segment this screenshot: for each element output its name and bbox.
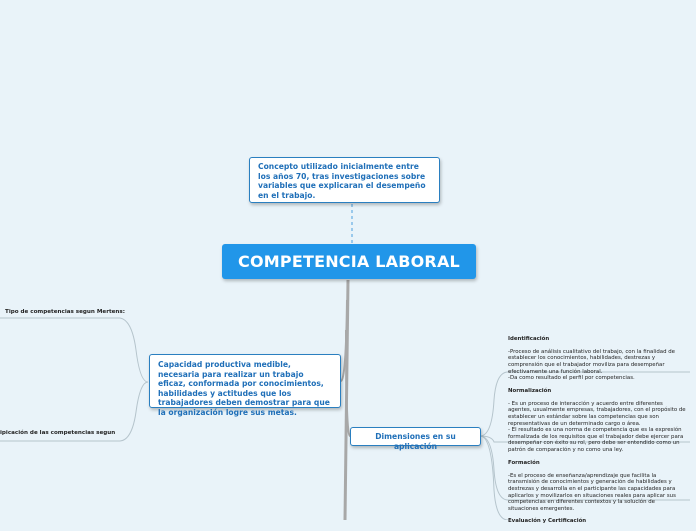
formacion-body: -Es el proceso de enseñanza/aprendizaje que facilita la transmisión de conocimientos y generación de habilidades y destrezas y desarrolla en el participante las capacidades para aplicarlos y movilizarlos en situaciones reales para aplicar sus competencias en diferentes contextos y la solución de situaciones emergentes.: [508, 472, 676, 512]
evaluacion-item[interactable]: [508, 511, 686, 531]
capacidad-node[interactable]: [149, 354, 341, 417]
connector-evaluacion: [480, 436, 508, 520]
dimensiones-text: Dimensiones en su aplicación: [375, 432, 456, 451]
normalizacion-title: Normalización: [508, 387, 552, 394]
tipo-competencias-label: Tipo de competencias segun Mertens:: [5, 309, 125, 315]
identificacion-item[interactable]: [508, 329, 686, 382]
identificacion-title: Identificación: [508, 335, 550, 342]
tipo-competencias-topic[interactable]: [5, 309, 125, 315]
central-topic[interactable]: [222, 244, 476, 279]
normalizacion-item[interactable]: [508, 381, 686, 454]
clasificacion-topic[interactable]: [0, 430, 115, 436]
formacion-item[interactable]: [508, 453, 686, 512]
clasificacion-label: ipicación de las competencias segun: [0, 430, 116, 436]
central-topic-label: COMPETENCIA LABORAL: [238, 252, 460, 271]
concepto-node[interactable]: [249, 157, 440, 203]
concepto-text: Concepto utilizado inicialmente entre los años 70, tras investigaciones sobre variables que explicaran el desempeño en el trabajo.: [258, 162, 426, 200]
normalizacion-body: - Es un proceso de interacción y acuerdo entre diferentes agentes, usualmente empresas, trabajadores, con el propósito de establecer un estándar sobre las competencias que son representativas de un determinado cargo o área. - El resultado es una norma de competencia que es la expresión formalizada de los requisitos que el trabajador debe ejercer para desempeñar con éxito su rol, pero debe ser entendido como un patrón de comparación y no como una ley.: [508, 400, 686, 453]
formacion-title: Formación: [508, 459, 540, 466]
identificacion-body: -Proceso de análisis cualitativo del trabajo, con la finalidad de establecer los conocimientos, habilidades, destrezas y comprensión que el trabajador moviliza para desempeñar efectivamente una función laboral. -Da como resultado el perfil por competencias.: [508, 348, 675, 382]
evaluacion-title: Evaluación y Certificación: [508, 517, 587, 524]
capacidad-text: Capacidad productiva medible, necesaria para realizar un trabajo eficaz, conformada por conocimientos, habilidades y actitudes que los trabajadores deben demostrar para que la organización logre sus metas.: [158, 360, 330, 417]
connector-tipo: [0, 318, 148, 382]
dimensiones-node[interactable]: [350, 427, 481, 451]
